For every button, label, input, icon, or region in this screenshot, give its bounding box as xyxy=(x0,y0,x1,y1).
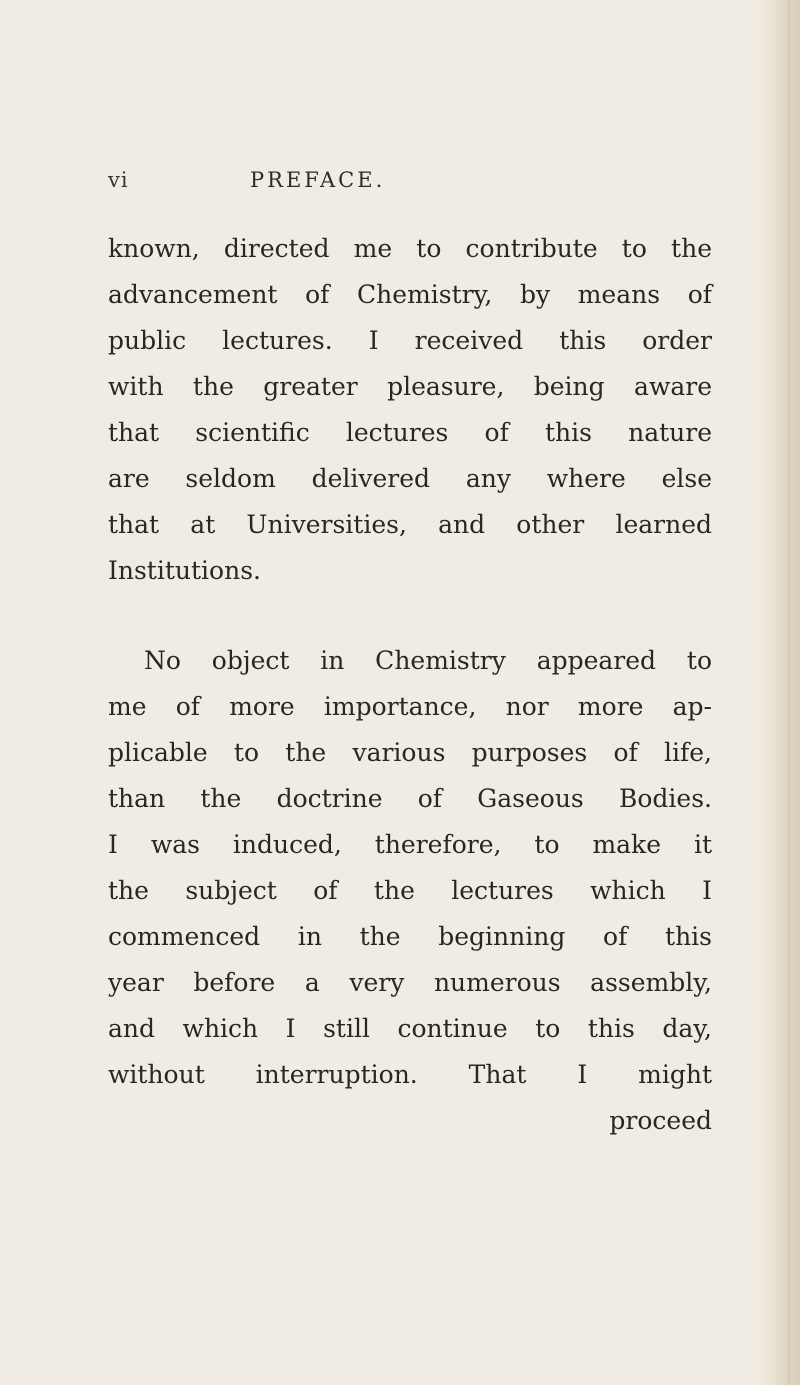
text-line: and which I still continue to this day, xyxy=(108,1014,712,1043)
text-line: I was induced, therefore, to make it xyxy=(108,830,712,859)
running-head: PREFACE. xyxy=(250,168,386,192)
body-text xyxy=(108,226,712,1144)
text-line: the subject of the lectures which I xyxy=(108,876,712,905)
text-line: plicable to the various purposes of life, xyxy=(108,738,712,767)
catchword: proceed xyxy=(609,1106,712,1135)
page-number: vi xyxy=(108,168,129,192)
page-header xyxy=(108,168,708,198)
text-line: known, directed me to contribute to the xyxy=(108,234,712,263)
paragraph-1 xyxy=(108,226,712,594)
text-line: Institutions. xyxy=(108,556,261,585)
page-edge-line xyxy=(788,0,790,1385)
text-line: commenced in the beginning of this xyxy=(108,922,712,951)
text-line: public lectures. I received this order xyxy=(108,326,712,355)
text-line: that scientific lectures of this nature xyxy=(108,418,712,447)
text-line: are seldom delivered any where else xyxy=(108,464,712,493)
text-line: No object in Chemistry appeared to xyxy=(144,646,712,675)
page-edge xyxy=(760,0,800,1385)
paragraph-2 xyxy=(108,638,712,1098)
text-line: without interruption. That I might xyxy=(108,1060,712,1089)
paragraph-gap xyxy=(108,594,712,638)
text-line: advancement of Chemistry, by means of xyxy=(108,280,712,309)
text-line: that at Universities, and other learned xyxy=(108,510,712,539)
text-line: me of more importance, nor more ap- xyxy=(108,692,712,721)
text-line: with the greater pleasure, being aware xyxy=(108,372,712,401)
text-line: year before a very numerous assembly, xyxy=(108,968,712,997)
text-line: than the doctrine of Gaseous Bodies. xyxy=(108,784,712,813)
